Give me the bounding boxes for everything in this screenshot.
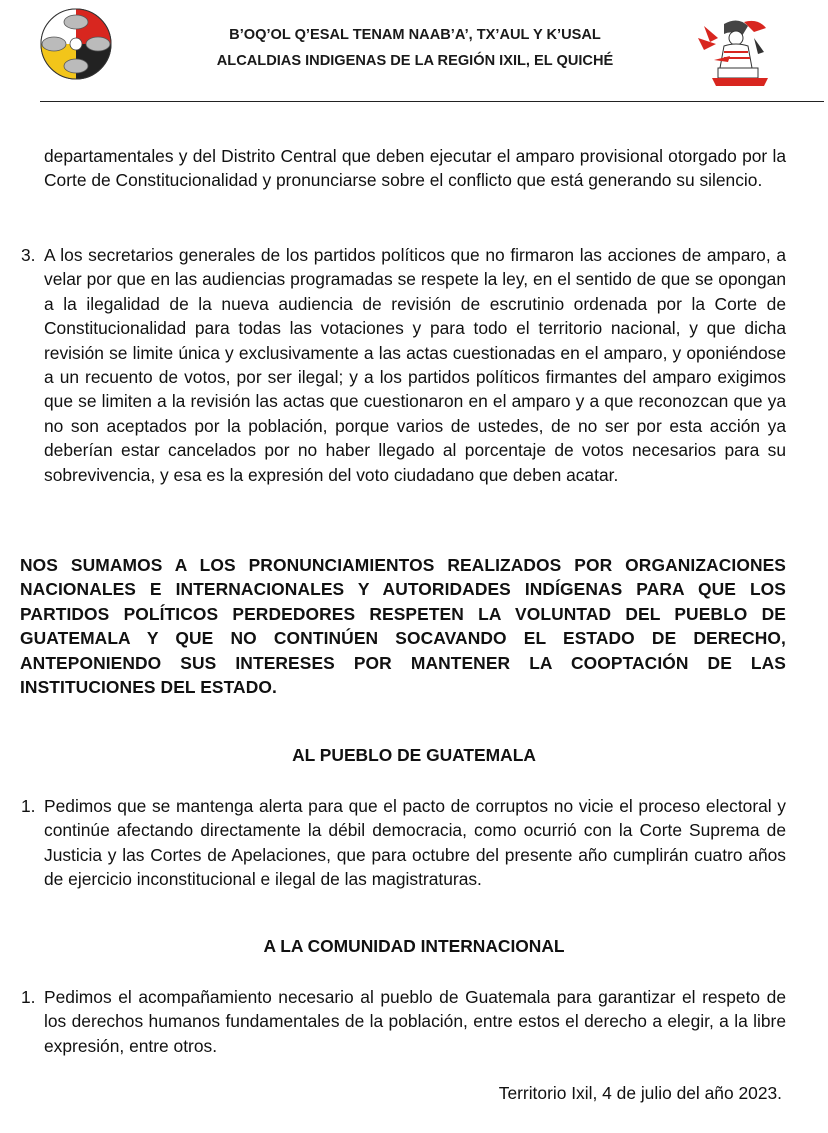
letterhead-title: [140, 22, 690, 74]
heading-pueblo: AL PUEBLO DE GUATEMALA: [292, 745, 536, 765]
letterhead-line-2: ALCALDIAS INDIGENAS DE LA REGIÓN IXIL, EL QUICHÉ: [216, 53, 614, 69]
header-divider: [40, 101, 824, 102]
letterhead-line-1: B’OQ’OL Q’ESAL TENAM NAAB’A’, TX’AUL Y K’USAL: [229, 27, 601, 43]
letterhead: [0, 0, 828, 110]
pueblo-item-text: Pedimos que se mantenga alerta para que el pacto de corruptos no vicie el proceso electoral y continúe afectando directamente la débil democracia, como ocurrió con la Corte Suprema de Justicia y las Cortes de Apelaciones, que para octubre del presente año cumplirán cuatro años de ejercicio inconstitucional e ilegal de las magistraturas.: [44, 796, 786, 890]
heading-intl: A LA COMUNIDAD INTERNACIONAL: [263, 936, 565, 956]
signature-line: Territorio Ixil, 4 de julio del año 2023.: [498, 1083, 782, 1103]
emblem-logo: [36, 8, 116, 80]
authority-illustration: [684, 16, 782, 88]
intl-item-number: 1.: [21, 987, 36, 1007]
pueblo-item-number: 1.: [21, 796, 36, 816]
intl-item-text: Pedimos el acompañamiento necesario al pueblo de Guatemala para garantizar el respeto de los derechos humanos fundamentales de la población, entre estos el derecho a elegir, a la libre expresión, entre otros.: [44, 987, 786, 1056]
item-3-text: A los secretarios generales de los partidos políticos que no firmaron las acciones de amparo, a velar por que en las audiencias programadas se respete la ley, en el sentido de que se opongan a la ilegalidad de la nueva audiencia de revisión de escrutinio ordenada por la Corte de Constitucionalidad para todas las votaciones y para todo el territorio nacional, y que dicha revisión se limite única y exclusivamente a las actas cuestionadas en el amparo, y oponiéndose a un recuento de votos, por ser ilegal; y a los partidos políticos firmantes del amparo exigimos que se limiten a la revisión las actas que cuestionaron en el amparo y a que reconozcan que ya no son aceptados por la población, porque varios de ustedes, de no ser por esta acción ya deberían estar cancelados por no haber llegado al porcentaje de votos necesarios para su sobrevivencia, y esa es la expresión del voto ciudadano que deben acatar.: [44, 245, 786, 485]
bold-statement: NOS SUMAMOS A LOS PRONUNCIAMIENTOS REALIZADOS POR ORGANIZACIONES NACIONALES E INTERNACIONALES Y AUTORIDADES INDÍGENAS PARA QUE LOS PARTIDOS POLÍTICOS PERDEDORES RESPETEN LA VOLUNTAD DEL PUEBLO DE GUATEMALA Y QUE NO CONTINÚEN SOCAVANDO EL ESTADO DE DERECHO, ANTEPONIENDO SUS INTERESES POR MANTENER LA COOPTACIÓN DE LAS INSTITUCIONES DEL ESTADO.: [20, 555, 786, 698]
continued-paragraph: departamentales y del Distrito Central que deben ejecutar el amparo provisional otorgado por la Corte de Constitucionalidad y pronunciarse sobre el conflicto que está generando su silencio.: [44, 146, 786, 191]
item-3-number: 3.: [21, 245, 36, 265]
